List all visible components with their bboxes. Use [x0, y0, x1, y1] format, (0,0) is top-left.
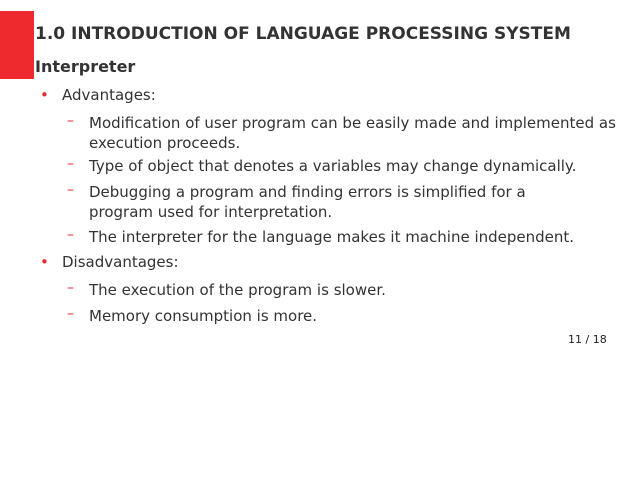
advantage-item-text: Type of object that denotes a variables may change dynamically. — [89, 157, 577, 175]
bullet-marker: • — [40, 253, 49, 271]
dash-marker: – — [67, 156, 74, 172]
disadvantage-item-text: Memory consumption is more. — [89, 307, 318, 325]
slide-subtitle: Interpreter — [35, 57, 136, 76]
bullet-disadvantages — [40, 253, 179, 271]
bullet-label: Disadvantages: — [62, 253, 179, 271]
bullet-marker: • — [40, 86, 49, 104]
disadvantage-item — [67, 306, 619, 326]
slide-title: 1.0 INTRODUCTION OF LANGUAGE PROCESSING SYSTEM — [35, 24, 571, 44]
advantage-item-text: Modification of user program can be easily made and implemented as execution proceeds. — [89, 114, 616, 152]
page-number: 11 / 18 — [568, 333, 607, 346]
advantage-item-text: The interpreter for the language makes it machine independent. — [89, 228, 575, 246]
dash-marker: – — [67, 306, 74, 322]
dash-marker: – — [67, 182, 74, 198]
dash-marker: – — [67, 280, 74, 296]
disadvantage-item-text: The execution of the program is slower. — [89, 281, 386, 299]
disadvantage-item — [67, 280, 619, 300]
advantage-item — [67, 227, 638, 247]
bullet-label: Advantages: — [62, 86, 156, 104]
dash-marker: – — [67, 113, 74, 129]
advantage-item — [67, 113, 619, 153]
advantage-item — [67, 156, 638, 176]
advantage-item-text: Debugging a program and finding errors is simplified for a program used for interpretation. — [89, 183, 526, 221]
advantage-item — [67, 182, 589, 222]
bullet-advantages — [40, 86, 156, 104]
dash-marker: – — [67, 227, 74, 243]
